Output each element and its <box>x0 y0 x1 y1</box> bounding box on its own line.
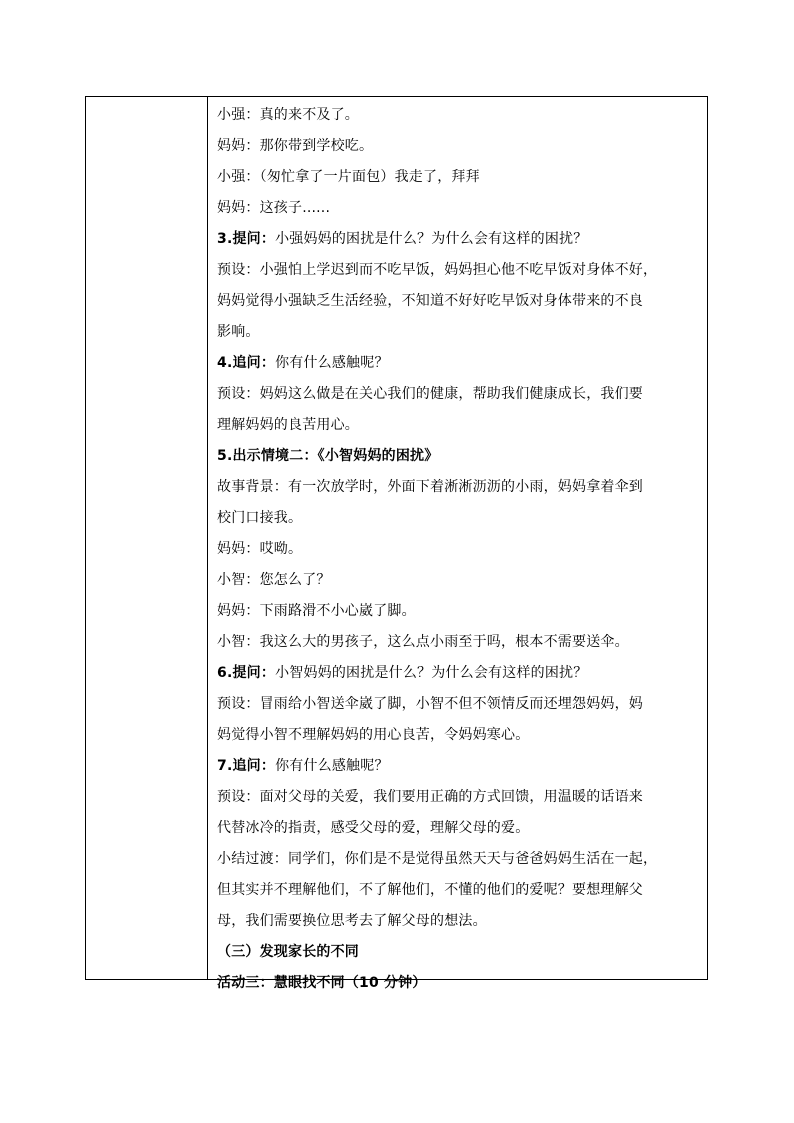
question-label: 3.提问： <box>217 231 276 247</box>
dialogue-line: 小智：我这么大的男孩子，这么点小雨至于吗，根本不需要送伞。 <box>217 634 629 650</box>
answer-line: 预设：冒雨给小智送伞崴了脚，小智不但不领情反而还埋怨妈妈，妈 <box>217 696 643 712</box>
answer-line: 预设：妈妈这么做是在关心我们的健康，帮助我们健康成长，我们要 <box>217 386 643 402</box>
answer-line: 预设：面对父母的关爱，我们要用正确的方式回馈，用温暖的话语来 <box>217 789 643 805</box>
question-text: 你有什么感触呢？ <box>275 758 389 774</box>
dialogue-line: 小智：您怎么了？ <box>217 572 331 588</box>
content-cell <box>208 97 707 991</box>
dialogue-line: 妈妈：这孩子...... <box>217 200 331 216</box>
dialogue-line: 小强：（匆忙拿了一片面包）我走了，拜拜 <box>217 169 480 185</box>
answer-line: 预设：小强怕上学迟到而不吃早饭，妈妈担心他不吃早饭对身体不好， <box>217 262 658 278</box>
left-column-cell <box>86 97 208 979</box>
dialogue-line: 妈妈：那你带到学校吃。 <box>217 138 374 154</box>
question-label: 7.追问： <box>217 758 276 774</box>
scenario-heading: 5.出示情境二：《小智妈妈的困扰》 <box>217 448 439 464</box>
question-line <box>217 348 701 379</box>
summary-line: 母，我们需要换位思考去了解父母的想法。 <box>217 913 487 929</box>
question-line <box>217 224 701 255</box>
dialogue-line: 小强：真的来不及了。 <box>217 107 359 123</box>
answer-line: 代替冰冷的指责，感受父母的爱，理解父母的爱。 <box>217 820 530 836</box>
summary-line: 小结过渡：同学们，你们是不是觉得虽然天天与爸爸妈妈生活在一起， <box>217 851 658 867</box>
question-line <box>217 658 701 689</box>
question-line <box>217 751 701 782</box>
question-text: 小智妈妈的困扰是什么？为什么会有这样的困扰？ <box>275 665 588 681</box>
lesson-plan-table <box>85 96 708 991</box>
answer-line: 影响。 <box>217 324 260 340</box>
question-text: 你有什么感触呢？ <box>275 355 389 371</box>
answer-line: 妈觉得小智不理解妈妈的用心良苦，令妈妈寒心。 <box>217 727 530 743</box>
dialogue-line: 妈妈：下雨路滑不小心崴了脚。 <box>217 603 416 619</box>
answer-line: 理解妈妈的良苦用心。 <box>217 417 359 433</box>
answer-line: 妈妈觉得小强缺乏生活经验，不知道不好好吃早饭对身体带来的不良 <box>217 293 643 309</box>
question-label: 4.追问： <box>217 355 276 371</box>
section-heading: （三）发现家长的不同 <box>217 944 359 960</box>
activity-heading: 活动三：慧眼找不同（10 分钟） <box>217 975 427 991</box>
story-line: 校门口接我。 <box>217 510 303 526</box>
summary-line: 但其实并不理解他们，不了解他们，不懂的他们的爱呢？要想理解父 <box>217 882 643 898</box>
dialogue-line: 妈妈：哎呦。 <box>217 541 303 557</box>
question-text: 小强妈妈的困扰是什么？为什么会有这样的困扰？ <box>275 231 588 247</box>
question-label: 6.提问： <box>217 665 276 681</box>
story-line: 故事背景：有一次放学时，外面下着淅淅沥沥的小雨，妈妈拿着伞到 <box>217 479 643 495</box>
